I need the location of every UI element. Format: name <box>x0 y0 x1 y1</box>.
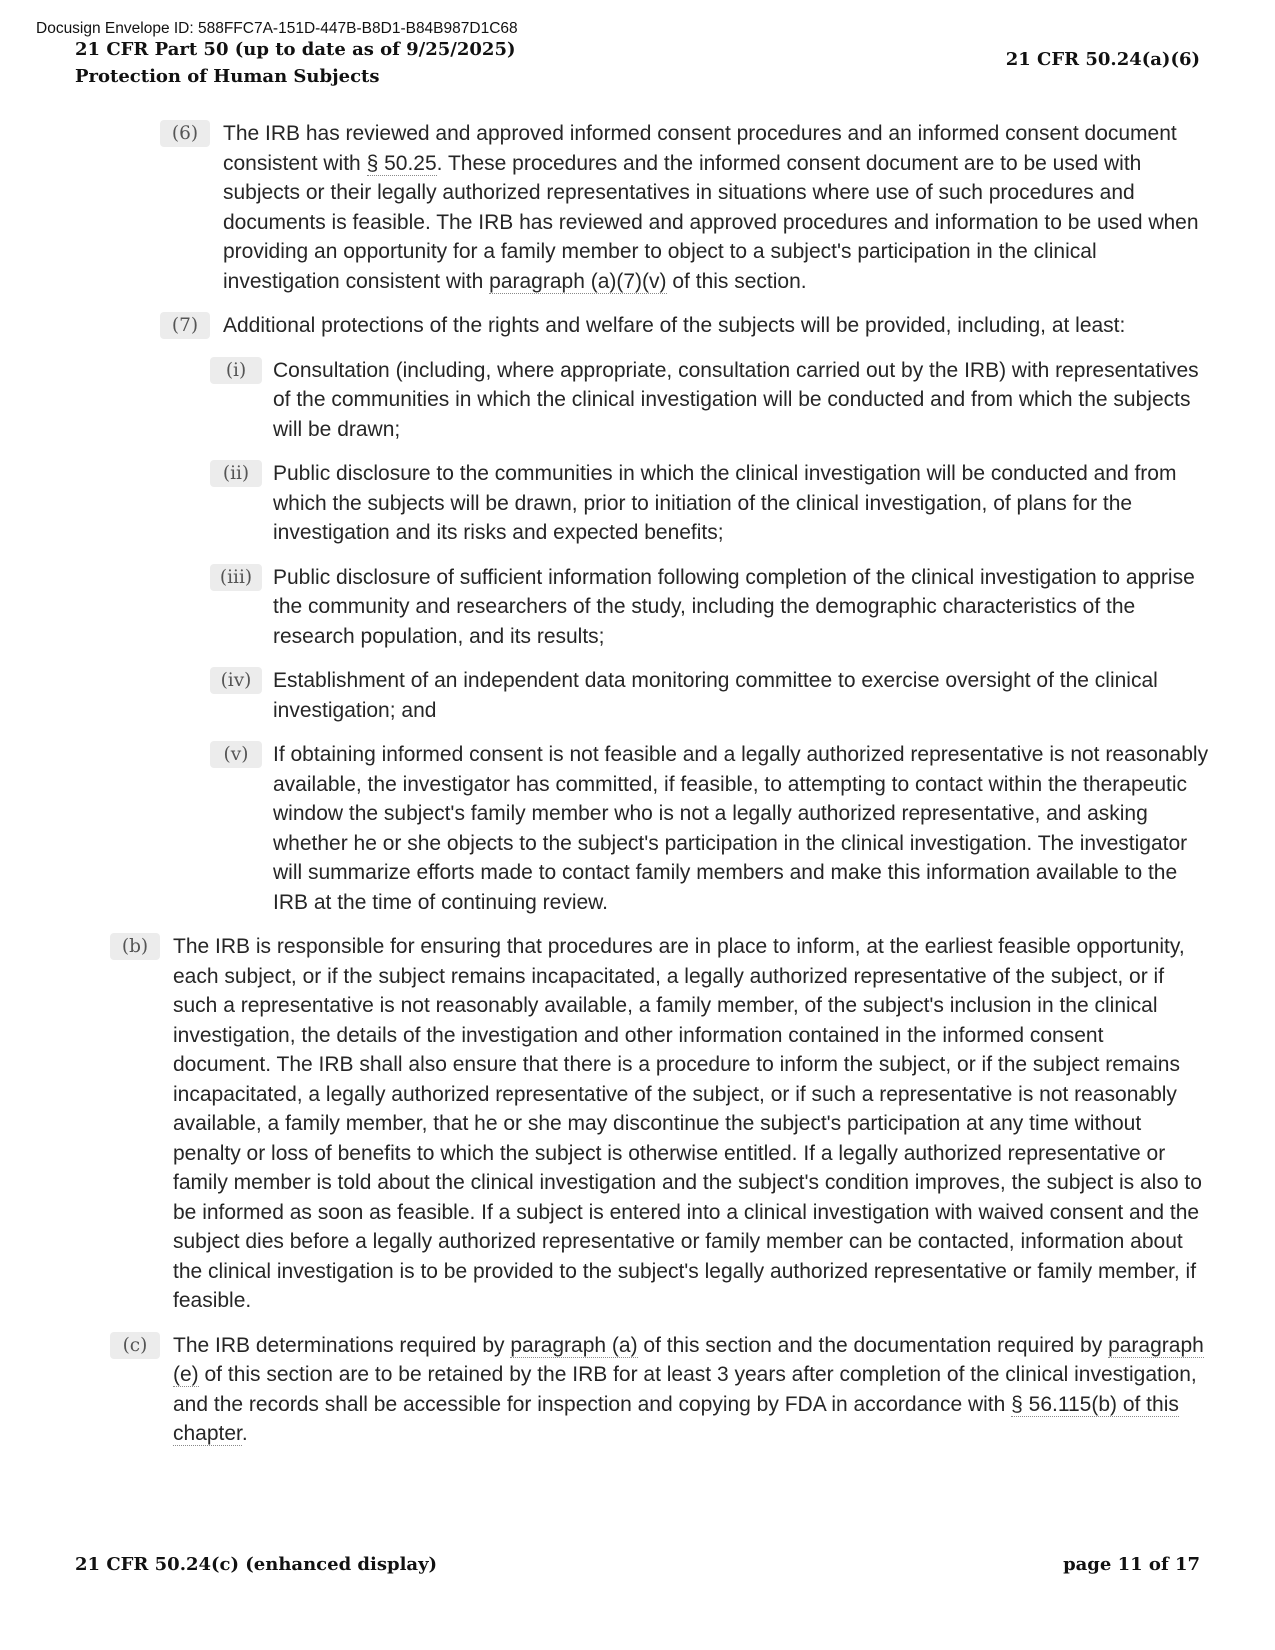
paragraph-marker-ii: (ii) <box>210 460 262 487</box>
paragraph-marker-7: (7) <box>160 312 210 339</box>
paragraph-text: If obtaining informed consent is not feasible and a legally authorized representative is not reasonably available, the investigator has committed, if feasible, to attempting to contact within the therapeutic window the subject's family member who is not a legally authorized representative, and asking whether he or she objects to the subject's participation in the clinical investigation. The investigator will summarize efforts made to contact family members and make this information available to the IRB at the time of continuing review. <box>273 743 1209 914</box>
paragraph-text: The IRB has reviewed and approved informed consent procedures and an informed consent document consistent with <box>223 122 1177 175</box>
paragraph-c <box>0 1331 1275 1449</box>
paragraph-a7iv <box>0 666 1275 725</box>
paragraph-marker-v: (v) <box>210 741 262 768</box>
paragraph-a7v <box>0 740 1275 917</box>
paragraph-text: Consultation (including, where appropriate, consultation carried out by the IRB) with representatives of the communities in which the clinical investigation will be conducted and from which the subjects will be drawn; <box>273 358 1199 441</box>
page-header-title <box>75 36 515 90</box>
header-section-ref: 21 CFR 50.24(a)(6) <box>1005 49 1200 70</box>
paragraph-marker-b: (b) <box>110 933 160 960</box>
link-paragraph-a7v[interactable]: paragraph (a)(7)(v) <box>489 269 667 293</box>
paragraph-marker-iii: (iii) <box>210 564 262 591</box>
paragraph-text: of this section and the documentation required by <box>637 1333 1109 1357</box>
footer-page-number: page 11 of 17 <box>1063 1554 1200 1575</box>
header-part-title: 21 CFR Part 50 (up to date as of 9/25/2025) <box>75 39 516 60</box>
paragraph-text: Establishment of an independent data monitoring committee to exercise oversight of the clinical investigation; and <box>273 669 1158 722</box>
paragraph-a7ii <box>0 459 1275 548</box>
paragraph-marker-iv: (iv) <box>210 667 262 694</box>
paragraph-text: . These procedures and the informed consent document are to be used with subjects or their legally authorized representatives in situations where use of such procedures and documents is feasible. The IRB has reviewed and approved procedures and information to be used when providing an opportunity for a family member to object to a subject's participation in the clinical investigation consistent with <box>223 151 1199 293</box>
paragraph-text: The IRB is responsible for ensuring that procedures are in place to inform, at the earliest feasible opportunity, each subject, or if the subject remains incapacitated, a legally authorized representative of the subject, or if such a representative is not reasonably available, a family member, of the subject's inclusion in the clinical investigation, the details of the investigation and other information contained in the informed consent document. The IRB shall also ensure that there is a procedure to inform the subject, or if the subject remains incapacitated, a legally authorized representative of the subject, or if such a representative is not reasonably available, a family member, that he or she may discontinue the subject's participation at any time without penalty or loss of benefits to which the subject is otherwise entitled. If a legally authorized representative or family member is told about the clinical investigation and the subject's condition improves, the subject is also to be informed as soon as feasible. If a subject is entered into a clinical investigation with waived consent and the subject dies before a legally authorized representative or family member can be contacted, information about the clinical investigation is to be provided to the subject's legally authorized representative or family member, if feasible. <box>173 935 1202 1312</box>
paragraph-text: . <box>241 1422 248 1445</box>
header-subject-title: Protection of Human Subjects <box>75 66 380 87</box>
paragraph-text: Public disclosure of sufficient information following completion of the clinical investigation to apprise the community and researchers of the study, including the demographic characteristics of the research population, and its results; <box>273 565 1195 648</box>
paragraph-b <box>0 932 1275 1316</box>
link-section-56-115b[interactable]: § 56.115(b) of this chapter <box>173 1392 1179 1445</box>
docusign-envelope-id: Docusign Envelope ID: 588FFC7A-151D-447B-B8D1-B84B987D1C68 <box>36 20 518 37</box>
paragraph-marker-6: (6) <box>160 120 210 147</box>
paragraph-a7i <box>0 356 1275 445</box>
paragraph-a7iii <box>0 563 1275 652</box>
paragraph-text: of this section. <box>666 269 807 293</box>
paragraph-a7 <box>0 311 1275 341</box>
link-section-50-25[interactable]: § 50.25 <box>366 151 437 175</box>
footer-section-display: 21 CFR 50.24(c) (enhanced display) <box>75 1554 438 1575</box>
paragraph-text: Additional protections of the rights and welfare of the subjects will be provided, including, at least: <box>223 314 1126 337</box>
paragraph-text: Public disclosure to the communities in which the clinical investigation will be conducted and from which the subjects will be drawn, prior to initiation of the clinical investigation, of plans for the investigation and its risks and expected benefits; <box>273 462 1177 544</box>
paragraph-marker-c: (c) <box>110 1332 160 1359</box>
regulation-body <box>0 119 1275 1464</box>
paragraph-marker-i: (i) <box>210 357 262 384</box>
link-paragraph-a[interactable]: paragraph (a) <box>510 1333 638 1357</box>
paragraph-text: The IRB determinations required by <box>173 1333 511 1357</box>
paragraph-text: of this section are to be retained by the IRB for at least 3 years after completion of the clinical investigation, and the records shall be accessible for inspection and copying by FDA in accordance with <box>173 1363 1197 1416</box>
link-paragraph-e[interactable]: paragraph (e) <box>173 1333 1204 1386</box>
paragraph-a6 <box>0 119 1275 296</box>
